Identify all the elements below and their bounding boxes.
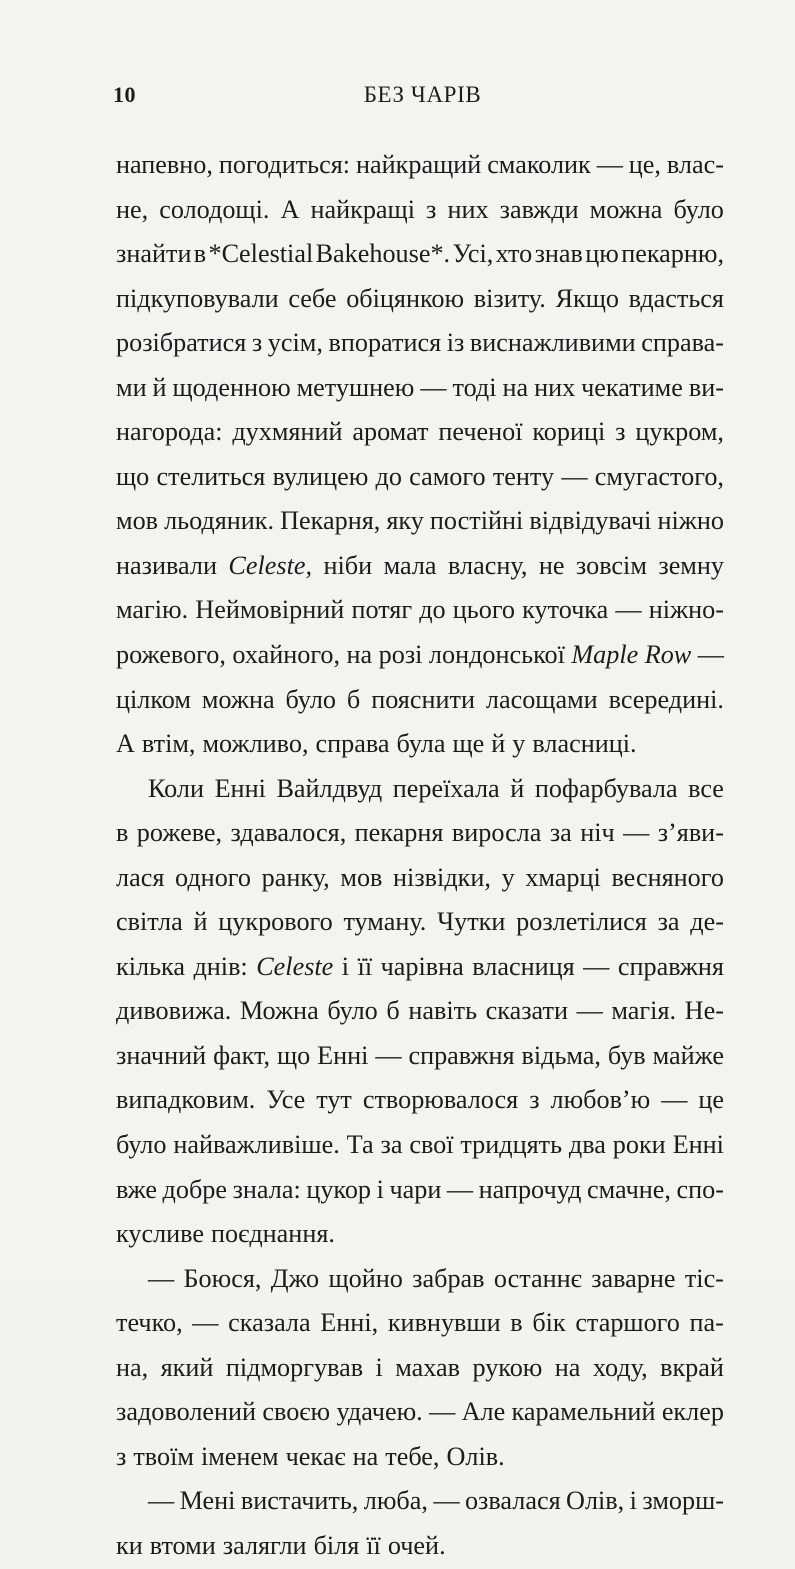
word: щоденною xyxy=(172,372,291,402)
word: лондонської xyxy=(428,640,565,670)
word: тіс- xyxy=(684,1263,724,1293)
text-line xyxy=(116,811,724,856)
word: Bakehouse*. xyxy=(315,239,451,269)
word: два xyxy=(568,1130,606,1160)
word: власниця xyxy=(472,951,575,981)
word: у xyxy=(501,862,515,892)
word: кілька xyxy=(116,951,185,981)
word: мов xyxy=(116,506,159,536)
word: метушнею xyxy=(296,372,415,402)
word: сказати xyxy=(485,996,568,1026)
word: створювалося xyxy=(362,1085,519,1115)
text-line xyxy=(116,722,724,767)
word: Неймовірний xyxy=(195,595,345,625)
word: найкращі xyxy=(310,194,415,224)
word: Олів, xyxy=(566,1486,625,1516)
word: розлетілися xyxy=(516,907,647,937)
word: Не- xyxy=(684,996,724,1026)
word: спо- xyxy=(676,1174,724,1204)
word: куточка xyxy=(522,595,609,625)
word: потяг xyxy=(351,595,413,625)
word: ніжно- xyxy=(648,595,724,625)
word: знала: xyxy=(232,1174,301,1204)
word: роки xyxy=(612,1130,666,1160)
word: пофарбувала xyxy=(534,773,678,803)
word: можливо, xyxy=(202,729,309,759)
word: добре xyxy=(162,1174,228,1204)
word: вулицею xyxy=(272,461,369,491)
text-line xyxy=(116,143,724,188)
word: — xyxy=(583,951,610,981)
text-line xyxy=(116,366,724,411)
text-line xyxy=(116,232,724,277)
text-line xyxy=(116,544,724,589)
word: — xyxy=(661,1085,688,1115)
word: земну xyxy=(658,550,724,580)
word: течко, xyxy=(116,1308,183,1338)
text-line xyxy=(116,633,724,678)
word: печеної xyxy=(438,417,523,447)
word: Мені xyxy=(179,1486,236,1516)
word: можна xyxy=(201,684,275,714)
word: *Celestial xyxy=(208,239,314,269)
word: справа xyxy=(315,729,390,759)
word: — xyxy=(420,372,447,402)
word: й xyxy=(193,907,208,937)
text-line xyxy=(116,1346,724,1391)
word: — xyxy=(446,1174,474,1204)
word: й xyxy=(152,372,167,402)
word: з xyxy=(615,417,626,447)
word: на xyxy=(352,1441,379,1471)
word: і xyxy=(629,1486,637,1516)
text-line xyxy=(116,1123,724,1168)
word: очей. xyxy=(387,1530,446,1560)
text-line xyxy=(116,767,724,812)
word: — xyxy=(576,996,603,1026)
word: люба, xyxy=(363,1486,428,1516)
word: напевно, xyxy=(116,150,213,179)
word: чарівна xyxy=(380,951,464,981)
word: — xyxy=(697,640,724,670)
word: навіть xyxy=(408,996,478,1026)
word: знав xyxy=(534,239,583,269)
word: тенту xyxy=(492,461,555,491)
word: карамельний xyxy=(511,1397,656,1427)
word: втоми xyxy=(149,1530,216,1560)
word: чари xyxy=(389,1174,442,1204)
word: туману. xyxy=(343,907,427,937)
word: Але xyxy=(461,1397,506,1427)
word: — xyxy=(375,1040,402,1070)
text-line xyxy=(116,1524,724,1569)
word: одного xyxy=(175,862,251,892)
word: не xyxy=(538,550,565,580)
word: виросла xyxy=(451,818,542,848)
word: Енні, xyxy=(320,1308,379,1338)
word: А xyxy=(280,194,300,224)
word: всередині. xyxy=(608,684,724,714)
text-line xyxy=(116,1435,724,1480)
word: факт, xyxy=(213,1040,271,1070)
word: ніжно xyxy=(657,506,724,536)
word: своєю xyxy=(262,1397,331,1427)
text-line xyxy=(116,1168,724,1213)
word: Вайлдвуд xyxy=(276,773,383,803)
word: напрочуд xyxy=(478,1174,582,1204)
word: влас- xyxy=(666,150,724,179)
word: на, xyxy=(116,1352,149,1382)
italic-word: Celeste xyxy=(256,951,334,981)
word: них xyxy=(447,194,489,224)
word: махав xyxy=(395,1352,461,1382)
word: постійні xyxy=(429,506,524,536)
text-line xyxy=(116,856,724,901)
word: можна xyxy=(589,194,663,224)
word: зовсім xyxy=(575,550,647,580)
word: — xyxy=(148,1486,175,1516)
word: Усе xyxy=(266,1085,306,1115)
word: льодяник. xyxy=(164,506,275,536)
word: розібратися xyxy=(116,328,247,358)
word: відьма, xyxy=(521,1040,601,1070)
word: озвалася xyxy=(464,1486,561,1516)
word: впоратися xyxy=(328,328,442,358)
word: цілком xyxy=(116,684,191,714)
word: іменем xyxy=(200,1441,279,1471)
word: її xyxy=(357,951,373,981)
text-line xyxy=(116,900,724,945)
word: ласощами xyxy=(485,684,598,714)
word: А xyxy=(116,729,135,759)
word: все xyxy=(688,773,724,803)
word: цукрового xyxy=(218,907,333,937)
word: Чутки xyxy=(437,907,506,937)
word: тебе, xyxy=(385,1441,440,1471)
word: на xyxy=(502,372,529,402)
word: весняного xyxy=(611,862,724,892)
word: й xyxy=(510,773,525,803)
word: було xyxy=(116,1130,167,1160)
word: вкрай xyxy=(660,1352,724,1382)
word: і xyxy=(341,951,350,981)
word: тоді xyxy=(452,372,497,402)
word: старшого xyxy=(575,1308,680,1338)
italic-word: Maple xyxy=(571,640,639,670)
word: задоволений xyxy=(116,1397,257,1427)
word: мов xyxy=(340,862,383,892)
word: Можна xyxy=(239,996,319,1026)
word: виснажливими xyxy=(469,328,636,358)
page-number: 10 xyxy=(113,82,136,107)
text-line xyxy=(116,277,724,322)
word: цукром, xyxy=(635,417,724,447)
word: випадковим. xyxy=(116,1085,256,1115)
word: рожевого, xyxy=(116,640,226,670)
word: самого xyxy=(409,461,486,491)
word: аромат xyxy=(352,417,429,447)
word: з’яви- xyxy=(657,818,724,848)
word: духмяний xyxy=(232,417,343,447)
word: Та xyxy=(346,1130,374,1160)
word: па- xyxy=(689,1308,724,1338)
word: й xyxy=(491,729,506,759)
word: Енні xyxy=(214,773,266,803)
word: хмарці xyxy=(525,862,601,892)
word: пекарню, xyxy=(621,239,724,269)
word: Боюся, xyxy=(183,1263,262,1293)
word: на xyxy=(554,1352,581,1382)
word: власну, xyxy=(448,550,528,580)
word: називали xyxy=(116,550,217,580)
word: днів: xyxy=(193,951,248,981)
word: цю xyxy=(585,239,619,269)
word: ранку, xyxy=(261,862,330,892)
word: тут xyxy=(316,1085,352,1115)
word: б xyxy=(386,996,400,1026)
word: і xyxy=(376,1174,384,1204)
word: з xyxy=(426,194,437,224)
word: з xyxy=(116,1441,127,1471)
word: в xyxy=(193,239,207,269)
word: них xyxy=(534,372,576,402)
word: чекатиме xyxy=(581,372,683,402)
word: підкуповували xyxy=(116,283,279,313)
text-line xyxy=(116,989,724,1034)
word: Якщо xyxy=(555,283,619,313)
word: найважливіше. xyxy=(173,1130,340,1160)
word: Енні xyxy=(672,1130,724,1160)
text-line xyxy=(116,321,724,366)
word: до xyxy=(375,461,402,491)
word: її xyxy=(366,1530,381,1560)
word: власниці. xyxy=(532,729,637,759)
word: щойно xyxy=(328,1263,403,1293)
word: заварне xyxy=(591,1263,676,1293)
word: вже xyxy=(116,1174,157,1204)
word: завжди xyxy=(499,194,579,224)
word: з xyxy=(529,1085,540,1115)
word: Усі, xyxy=(452,239,494,269)
word: вистачить, xyxy=(240,1486,359,1516)
word: мала xyxy=(383,550,437,580)
text-line xyxy=(116,1212,724,1257)
word: — xyxy=(615,595,642,625)
word: зморш- xyxy=(642,1486,724,1516)
word: значний xyxy=(116,1040,207,1070)
word: в xyxy=(510,1308,523,1338)
word: б xyxy=(346,684,361,714)
word: справжня xyxy=(408,1040,515,1070)
word: Енні xyxy=(317,1040,369,1070)
word: був xyxy=(607,1040,646,1070)
word: стелиться xyxy=(156,461,266,491)
word: переїхала xyxy=(392,773,500,803)
word: пекарня xyxy=(354,818,444,848)
word: що xyxy=(276,1040,311,1070)
word: розі xyxy=(378,640,423,670)
word: відвідувачі xyxy=(529,506,652,536)
word: не, xyxy=(116,194,149,224)
word: за xyxy=(380,1130,403,1160)
word: кивнувши xyxy=(387,1308,501,1338)
word: який xyxy=(160,1352,214,1382)
running-title: БЕЗ ЧАРІВ xyxy=(363,82,482,107)
word: з xyxy=(251,328,263,358)
word: до xyxy=(419,595,446,625)
word: смугастого, xyxy=(594,461,724,491)
word: — xyxy=(192,1308,219,1338)
word: справжня xyxy=(617,951,724,981)
word: і xyxy=(375,1352,383,1382)
italic-word: Row xyxy=(644,640,692,670)
text-line xyxy=(116,1479,724,1524)
word: здавалося, xyxy=(230,818,347,848)
word: поєднання. xyxy=(211,1219,335,1249)
word: візиту. xyxy=(473,283,546,313)
word: охайного, xyxy=(232,640,341,670)
word: пояснити xyxy=(371,684,475,714)
word: магію. xyxy=(116,595,189,625)
word: погодиться: xyxy=(218,150,351,179)
word: світла xyxy=(116,907,183,937)
word: було xyxy=(327,996,378,1026)
word: цього xyxy=(452,595,516,625)
word: ще xyxy=(452,729,485,759)
word: в xyxy=(116,818,129,848)
word: справа- xyxy=(641,328,724,358)
word: у xyxy=(512,729,526,759)
text-line xyxy=(116,945,724,990)
word: себе xyxy=(288,283,337,313)
word: любов’ю xyxy=(550,1085,651,1115)
italic-word: Celeste, xyxy=(228,550,313,580)
word: кориці xyxy=(532,417,606,447)
word: біля xyxy=(313,1530,360,1560)
text-line xyxy=(116,455,724,500)
text-line xyxy=(116,1034,724,1079)
word: було xyxy=(673,194,724,224)
word: обіцянкою xyxy=(346,283,465,313)
body-text xyxy=(116,143,724,1569)
word: ніби xyxy=(323,550,373,580)
word: твоїм xyxy=(133,1441,194,1471)
word: що xyxy=(116,461,150,491)
text-line xyxy=(116,410,724,455)
word: за xyxy=(657,907,680,937)
word: — xyxy=(561,461,588,491)
word: магія. xyxy=(611,996,677,1026)
word: смачне, xyxy=(586,1174,671,1204)
word: усім, xyxy=(267,328,323,358)
word: була xyxy=(396,729,446,759)
word: ходу, xyxy=(592,1352,648,1382)
word: було xyxy=(285,684,336,714)
text-line xyxy=(116,499,724,544)
word: лася xyxy=(116,862,165,892)
word: — xyxy=(596,150,623,179)
word: бік xyxy=(532,1308,566,1338)
word: втім, xyxy=(141,729,196,759)
word: — xyxy=(429,1397,456,1427)
word: ви- xyxy=(688,372,724,402)
word: де- xyxy=(690,907,724,937)
word: Коли xyxy=(148,773,204,803)
word: удачею. xyxy=(336,1397,423,1427)
word: яку xyxy=(386,506,424,536)
text-line xyxy=(116,1301,724,1346)
word: рукою xyxy=(472,1352,543,1382)
word: ніч xyxy=(580,818,615,848)
word: забрав xyxy=(412,1263,485,1293)
text-line xyxy=(116,1390,724,1435)
text-line xyxy=(116,588,724,633)
text-line xyxy=(116,188,724,233)
word: дивовижа. xyxy=(116,996,232,1026)
word: Олів. xyxy=(446,1441,505,1471)
word: кусливе xyxy=(116,1219,204,1249)
word: тридцять xyxy=(460,1130,563,1160)
word: останнє xyxy=(493,1263,582,1293)
word: рожеве, xyxy=(136,818,223,848)
word: вдасться xyxy=(628,283,724,313)
word: чекає xyxy=(285,1441,346,1471)
word: найкращий xyxy=(355,150,482,179)
word: майже xyxy=(652,1040,724,1070)
word: — xyxy=(148,1263,175,1293)
text-line xyxy=(116,1078,724,1123)
word: із xyxy=(446,328,465,358)
word: на xyxy=(346,640,373,670)
word: залягли xyxy=(222,1530,307,1560)
word: нізвідки, xyxy=(393,862,491,892)
word: еклер xyxy=(661,1397,724,1427)
text-line xyxy=(116,1257,724,1302)
word: свої xyxy=(409,1130,454,1160)
word: смаколик xyxy=(487,150,591,179)
word: хто xyxy=(495,239,533,269)
word: — xyxy=(623,818,650,848)
word: цукор xyxy=(306,1174,372,1204)
word: ки xyxy=(116,1530,143,1560)
word: за xyxy=(549,818,572,848)
text-line xyxy=(116,678,724,723)
word: це xyxy=(698,1085,724,1115)
word: нагорода: xyxy=(116,417,223,447)
word: ми xyxy=(116,372,147,402)
word: Пекарня, xyxy=(280,506,381,536)
word: знайти xyxy=(116,239,192,269)
word: — xyxy=(433,1486,460,1516)
word: Джо xyxy=(270,1263,320,1293)
word: підморгував xyxy=(225,1352,364,1382)
word: сказала xyxy=(228,1308,311,1338)
word: солодощі. xyxy=(159,194,270,224)
word: це, xyxy=(628,150,661,179)
